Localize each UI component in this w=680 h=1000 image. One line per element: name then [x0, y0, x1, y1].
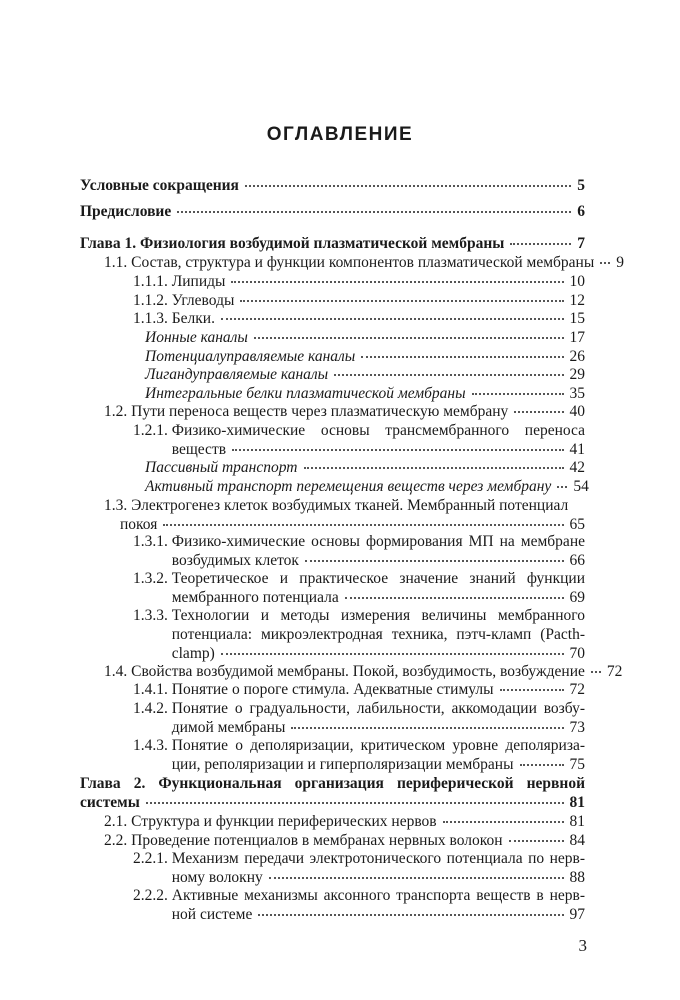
toc-entry-number: 1.3.1. [133, 533, 168, 550]
toc-entry-abbreviations[interactable] [80, 176, 585, 195]
page-title: ОГЛАВЛЕНИЕ [266, 124, 414, 145]
toc-entry-title-line: веществ [171, 441, 227, 458]
toc-entry-number: 1.3.3. [133, 607, 168, 624]
toc-entry-number: 2.2.1. [133, 850, 168, 867]
toc-entry-1-1[interactable] [104, 253, 625, 272]
dot-leader [177, 210, 571, 213]
toc-entry-1-2[interactable] [104, 402, 585, 421]
toc-entry-title: Потенциалуправляемые каналы [145, 348, 356, 365]
dot-leader [500, 688, 564, 691]
dot-leader [146, 801, 564, 804]
toc-entry-2-2[interactable] [104, 831, 585, 850]
dot-leader [269, 876, 564, 879]
toc-page-number: 7 [577, 235, 585, 252]
dot-leader [304, 466, 564, 469]
toc-page-number: 40 [569, 403, 585, 420]
toc-page-number: 81 [569, 813, 585, 830]
toc-entry-1-4-2[interactable] [133, 699, 585, 737]
toc-page-number: 9 [616, 254, 625, 271]
toc-entry-voltage-gated-channels[interactable] [145, 347, 585, 366]
toc-page-number: 54 [573, 478, 589, 495]
toc-entry-title-line: clamp) [171, 645, 215, 662]
toc-page-number: 84 [569, 832, 585, 849]
dot-leader [231, 280, 563, 283]
toc-entry-chapter-1[interactable] [80, 234, 585, 253]
dot-leader [221, 652, 564, 655]
toc-page-number: 17 [569, 329, 585, 346]
toc-page-number: 97 [569, 906, 585, 923]
toc-page-number: 15 [569, 310, 585, 327]
toc-entry-title-line: Теоретическое и практическое значение знаний функции [171, 570, 585, 587]
toc-page-number: 72 [569, 681, 585, 698]
toc-entry-2-2-2[interactable] [133, 886, 585, 924]
toc-entry-1-3-2[interactable] [133, 569, 585, 607]
toc-entry-title: Активный транспорт перемещения веществ через мембрану [145, 478, 552, 495]
dot-leader [232, 448, 563, 451]
dot-leader [514, 410, 563, 413]
dot-leader [345, 596, 564, 599]
toc-entry-title-line: Физико-химические основы трансмембранного переноса [171, 422, 585, 439]
dot-leader [472, 392, 564, 395]
toc-page-number: 6 [577, 203, 585, 220]
toc-entry-active-transport[interactable] [145, 477, 589, 496]
toc-entry-1-1-2[interactable] [133, 291, 585, 310]
toc-entry-number: 1.3.2. [133, 570, 168, 587]
toc-page-number: 65 [569, 516, 585, 533]
toc-entry-preface[interactable] [80, 202, 585, 221]
dot-leader [258, 913, 563, 916]
toc-page-number: 88 [569, 869, 585, 886]
toc-page-number: 12 [569, 292, 585, 309]
toc-entry-chapter-2[interactable] [80, 774, 585, 812]
toc-entry-1-4-1[interactable] [133, 680, 585, 699]
toc-entry-title-line: Механизм передачи электротонического потенциала по нерв- [171, 850, 585, 867]
toc-page-number: 42 [569, 459, 585, 476]
dot-leader [221, 317, 564, 320]
toc-page-number: 41 [569, 441, 585, 458]
toc-entry-1-2-1[interactable] [133, 421, 585, 459]
dot-leader [520, 763, 564, 766]
toc-entry-1-4-3[interactable] [133, 736, 585, 774]
toc-entry-title-line: Понятие о градуальности, лабильности, аккомодации возбу- [171, 700, 585, 717]
toc-page-number: 26 [569, 348, 585, 365]
toc-page-number: 70 [569, 645, 585, 662]
toc-entry-title-line: мембранного потенциала [171, 589, 339, 606]
toc-entry-number: 2.2.2. [133, 887, 168, 904]
dot-leader [305, 559, 564, 562]
toc-entry-1-3-1[interactable] [133, 532, 585, 570]
toc-entry-title-line: ной системе [171, 906, 253, 923]
toc-entry-1-3-3[interactable] [133, 606, 585, 663]
toc-entry-passive-transport[interactable] [145, 458, 585, 477]
toc-entry-title-line: ции, реполяризации и гиперполяризации мембраны [171, 756, 514, 773]
toc-page-number: 35 [569, 385, 585, 402]
toc-entry-title-line: Технологии и методы измерения величины мембранного [171, 607, 585, 624]
dot-leader [291, 726, 563, 729]
toc-page-number: 73 [569, 719, 585, 736]
toc-entry-title-line: покоя [120, 516, 158, 533]
toc-entry-integral-proteins[interactable] [145, 384, 585, 403]
dot-leader [361, 355, 563, 358]
toc-entry-title-line: возбудимых клеток [171, 552, 299, 569]
toc-entry-title: 2.1. Структура и функции периферических нервов [104, 813, 437, 830]
page-number: 3 [578, 936, 587, 955]
toc-entry-title: Глава 1. Физиология возбудимой плазматической мембраны [80, 235, 505, 252]
toc-entry-title: Ионные каналы [145, 329, 248, 346]
toc-entry-title: 1.1.1. Липиды [133, 273, 226, 290]
toc-entry-title: 1.4.1. Понятие о пороге стимула. Адекватные стимулы [133, 681, 494, 698]
toc-entry-title: Лигандуправляемые каналы [145, 366, 329, 383]
toc-entry-title: Пассивный транспорт [145, 459, 298, 476]
dot-leader [591, 670, 601, 673]
toc-entry-1-3[interactable] [104, 496, 585, 534]
toc-entry-title-line: Понятие о деполяризации, критическом уровне деполяриза- [171, 737, 585, 754]
toc-entry-title-line: 1.3. Электрогенез клеток возбудимых тканей. Мембранный потенциал [104, 497, 569, 514]
toc-entry-title-line: потенциала: микроэлектродная техника, пэтч-кламп (Pacth- [171, 626, 585, 643]
dot-leader [334, 373, 563, 376]
toc-entry-title: 1.1.3. Белки. [133, 310, 215, 327]
toc-entry-title-line: Активные механизмы аксонного транспорта веществ в нерв- [171, 887, 585, 904]
dot-leader [509, 839, 564, 842]
toc-entry-title: 1.1.2. Углеводы [133, 292, 235, 309]
toc-entry-title-line: димой мембраны [171, 719, 286, 736]
dot-leader [163, 523, 563, 526]
toc-page-number: 75 [569, 756, 585, 773]
toc-entry-1-4[interactable] [104, 662, 623, 681]
toc-entry-number: 1.2.1. [133, 422, 168, 439]
toc-entry-title: Условные сокращения [80, 177, 239, 194]
toc-page-number: 69 [569, 589, 585, 606]
toc-entry-title-line: Глава 2. Функциональная организация периферической нервной [80, 775, 585, 792]
toc-entry-1-1-3[interactable] [133, 309, 585, 328]
toc-entry-2-1[interactable] [104, 812, 585, 831]
toc-page-number: 72 [606, 663, 623, 680]
toc-entry-title: 2.2. Проведение потенциалов в мембранах нервных волокон [104, 832, 503, 849]
toc-entry-title: Интегральные белки плазматической мембраны [145, 385, 466, 402]
toc-entry-2-2-1[interactable] [133, 849, 585, 887]
toc-entry-title-line: ному волокну [171, 869, 263, 886]
dot-leader [245, 184, 571, 187]
toc-entry-title: 1.2. Пути переноса веществ через плазматическую мембрану [104, 403, 509, 420]
toc-page-number: 5 [577, 177, 585, 194]
toc-entry-title: 1.1. Состав, структура и функции компонентов плазматической мембраны [104, 254, 595, 271]
toc-entry-title: 1.4. Свойства возбудимой мембраны. Покой, возбудимость, возбуждение [104, 663, 585, 680]
toc-page-number: 66 [569, 552, 585, 569]
toc-entry-title: Предисловие [80, 203, 172, 220]
toc-entry-ion-channels[interactable] [145, 328, 585, 347]
dot-leader [557, 485, 567, 488]
dot-leader [240, 299, 563, 302]
toc-page-number: 10 [569, 273, 585, 290]
dot-leader [443, 820, 564, 823]
toc-page-number: 29 [569, 366, 585, 383]
toc-entry-title-line: Физико-химические основы формирования МП на мембране [171, 533, 585, 550]
toc-entry-number: 1.4.3. [133, 737, 168, 754]
dot-leader [600, 261, 610, 264]
toc-entry-ligand-gated-channels[interactable] [145, 365, 585, 384]
dot-leader [510, 242, 571, 245]
toc-entry-number: 1.4.2. [133, 700, 168, 717]
toc-page-number: 81 [569, 794, 585, 811]
toc-entry-title-line: системы [80, 794, 140, 811]
toc-entry-1-1-1[interactable] [133, 272, 585, 291]
dot-leader [254, 336, 564, 339]
